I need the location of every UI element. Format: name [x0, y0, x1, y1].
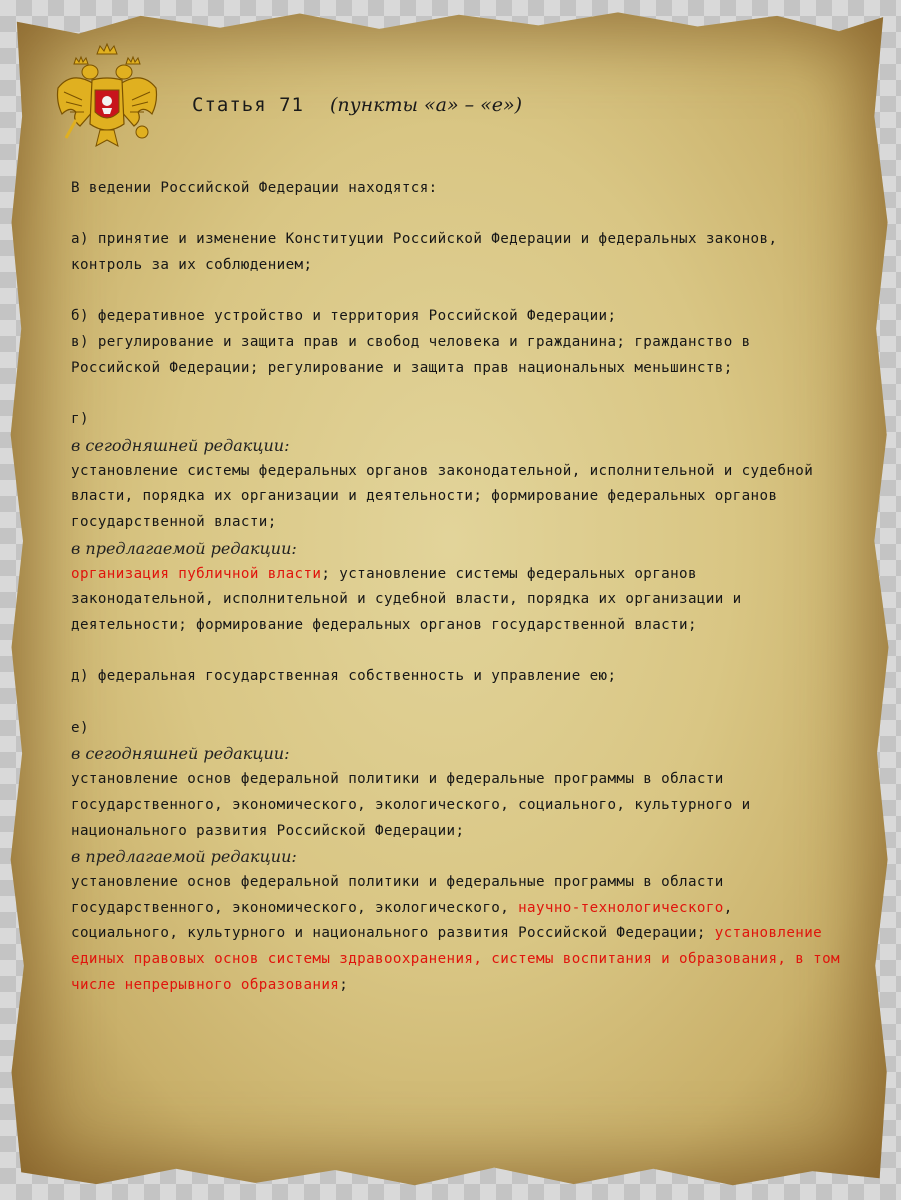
proposed-edition-label: в предлагаемой редакции:: [71, 538, 297, 558]
russian-coat-of-arms-icon: [52, 40, 162, 155]
amendment-highlight: установление единых правовых основ системы здравоохранения, системы воспитания и образования, в том числе непрерывного образования: [71, 925, 840, 993]
item-e-label: е): [71, 719, 89, 736]
item-v: в) регулирование и защита прав и свобод человека и гражданина; гражданство в Российской Федерации; регулирование и защита прав национальных меньшинств;: [71, 334, 751, 376]
item-e-proposed: [71, 870, 846, 999]
item-g-proposed-rest: ; установление системы федеральных органов законодательной, исполнительной и судебной власти, порядка их организации и деятельности; формирование федеральных органов государственной власти;: [71, 565, 742, 633]
item-a: а) принятие и изменение Конституции Российской Федерации и федеральных законов, контроль за их соблюдением;: [71, 231, 778, 274]
item-e-proposed-part: , социального, культурного и национального развития Российской Федерации;: [71, 899, 733, 942]
amendment-highlight: организация публичной власти: [71, 565, 322, 582]
item-e-current: установление основ федеральной политики и федеральные программы в области государственного, экономического, экологического, социального, культурного и национального развития Российской Федерации;: [71, 771, 751, 839]
current-edition-label: в сегодняшней редакции:: [71, 744, 290, 764]
article-text: [71, 176, 846, 998]
article-heading: [192, 94, 522, 116]
amendment-highlight: научно-технологического: [518, 899, 724, 916]
proposed-edition-label: в предлагаемой редакции:: [71, 847, 297, 867]
item-g-label: г): [71, 411, 89, 428]
article-title: Статья 71: [192, 94, 304, 116]
item-g-current: установление системы федеральных органов законодательной, исполнительной и судебной власти, порядка их организации и деятельности; формирование федеральных органов государственной власти;: [71, 462, 814, 531]
item-e-proposed-end: ;: [339, 976, 349, 993]
item-g-proposed: [71, 562, 846, 639]
item-b: б) федеративное устройство и территория Российской Федерации;: [71, 308, 617, 325]
item-d: д) федеральная государственная собственность и управление ею;: [71, 668, 617, 685]
item-e-proposed-part: установление основ федеральной политики и федеральные программы в области государственного, экономического, экологического,: [71, 873, 724, 916]
current-edition-label: в сегодняшней редакции:: [71, 435, 290, 455]
article-points: (пункты «а» – «е»): [329, 94, 523, 116]
intro-paragraph: В ведении Российской Федерации находятся:: [71, 180, 438, 196]
